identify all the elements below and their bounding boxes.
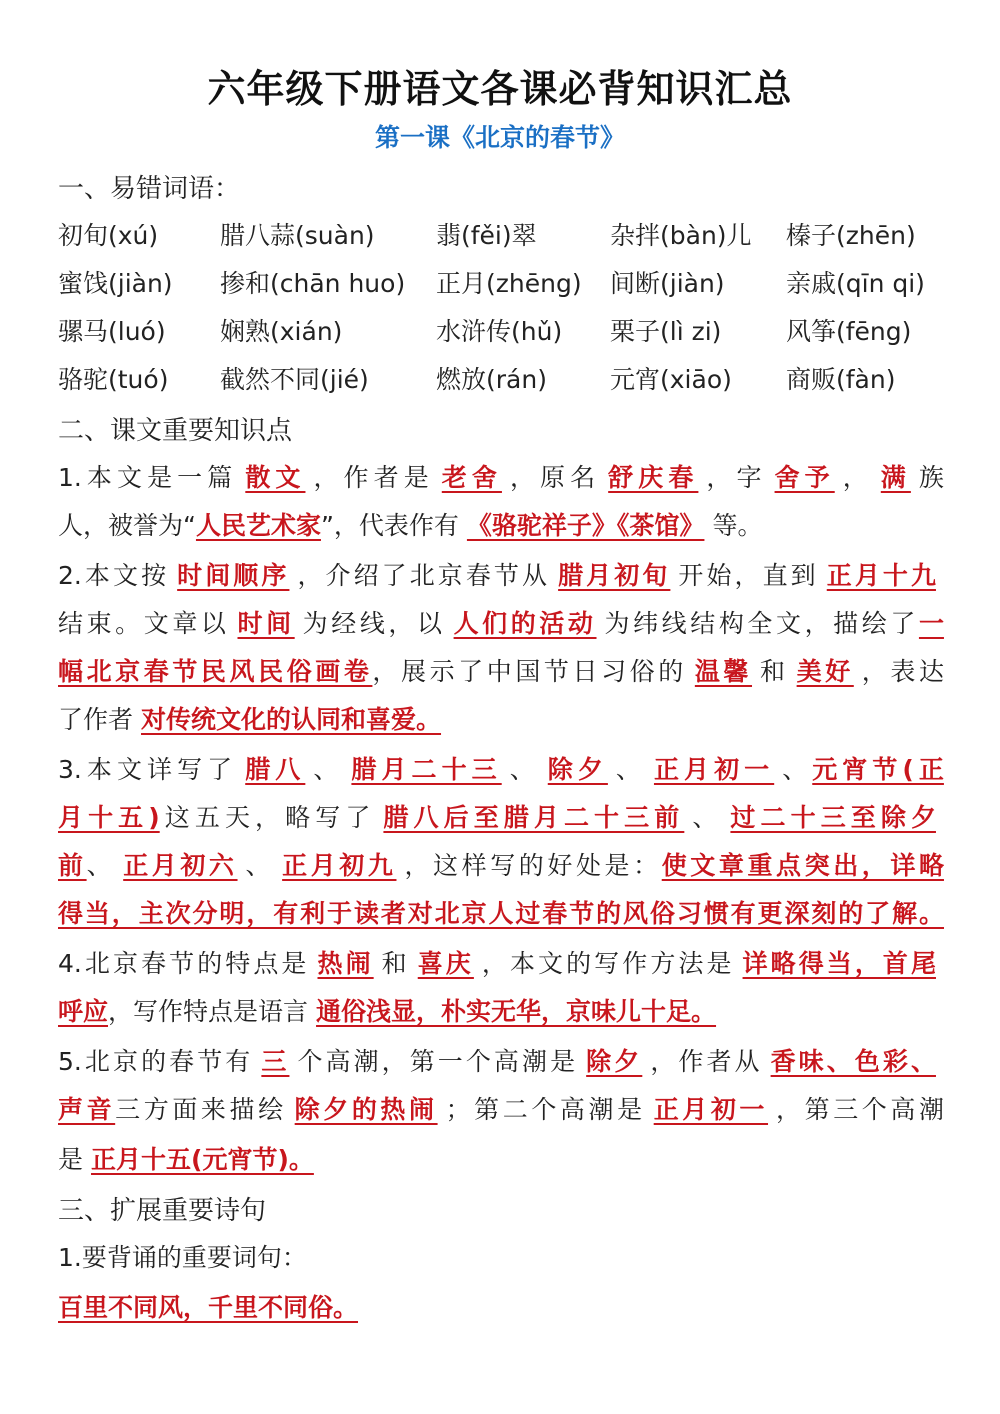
point5-line1 xyxy=(58,1042,944,1082)
page-title: 六年级下册语文各课必背知识汇总 xyxy=(207,67,793,111)
answer: 三 xyxy=(261,1047,290,1076)
text: 族 xyxy=(918,463,944,492)
answer: 人民艺术家 xyxy=(195,511,321,540)
point2-line4 xyxy=(58,700,944,740)
text: 结束。文章以 xyxy=(58,609,230,638)
vocab-word: 元宵(xiāo) xyxy=(610,365,732,394)
answer: 一 xyxy=(918,609,944,638)
section3-answer-line xyxy=(58,1288,944,1328)
text: 、 xyxy=(615,755,646,784)
point3-line2 xyxy=(58,798,944,838)
vocab-word: 截然不同(jié) xyxy=(220,365,369,394)
vocab-word: 榛子(zhēn) xyxy=(786,221,916,250)
answer: 呼应 xyxy=(58,997,109,1026)
point3-line3 xyxy=(58,846,944,886)
point2-line2 xyxy=(58,604,944,644)
answer: 得当，主次分明，有利于读者对北京人过春节的风俗习惯有更深刻的了解。 xyxy=(58,899,944,928)
answer: 舒庆春 xyxy=(608,463,699,492)
answer: 正月十五(元宵节)。 xyxy=(91,1145,314,1174)
answer: 喜庆 xyxy=(417,949,474,978)
point5-line2 xyxy=(58,1090,944,1130)
point2-line1 xyxy=(58,556,944,596)
text: 、 xyxy=(245,851,275,880)
text: 5.北京的春节有 xyxy=(58,1047,254,1076)
answer: 香味、色彩、 xyxy=(770,1047,936,1076)
lesson-subtitle: 第一课《北京的春节》 xyxy=(374,123,625,152)
vocab-word: 风筝(fēng) xyxy=(786,317,912,346)
text: 等。 xyxy=(712,511,763,540)
answer: 时间 xyxy=(237,609,295,638)
answer: 使文章重点突出，详略 xyxy=(661,851,944,880)
answer: 时间顺序 xyxy=(177,561,290,590)
vocab-word: 亲戚(qīn qi) xyxy=(786,269,925,298)
vocab-word: 商贩(fàn) xyxy=(786,365,896,394)
answer: 幅北京春节民风民俗画卷 xyxy=(58,657,373,686)
vocab-word: 骡马(luó) xyxy=(58,317,166,346)
text: ，作者从 xyxy=(650,1047,763,1076)
answer: 腊八 xyxy=(245,755,306,784)
vocab-word: 正月(zhēng) xyxy=(436,269,582,298)
text: ；第二个高潮是 xyxy=(445,1095,646,1124)
answer: 正月初一 xyxy=(653,755,775,784)
section2-heading: 二、课文重要知识点 xyxy=(58,416,293,446)
text: ，这样写的好处是： xyxy=(404,851,662,880)
answer: 散文 xyxy=(245,463,306,492)
section3-item1: 1.要背诵的重要词句： xyxy=(58,1243,307,1272)
vocab-word: 初旬(xú) xyxy=(58,221,159,250)
text: 是 xyxy=(58,1145,84,1174)
text: 4.北京春节的特点是 xyxy=(58,949,310,978)
text: ，作者是 xyxy=(313,463,434,492)
answer: 正月初六 xyxy=(123,851,238,880)
point1-line1 xyxy=(58,458,944,498)
vocab-word: 燃放(rán) xyxy=(436,365,547,394)
point1-line2 xyxy=(58,506,944,546)
point3-line1 xyxy=(58,750,944,790)
text: 开始，直到 xyxy=(678,561,819,590)
answer: 声音 xyxy=(58,1095,116,1124)
text: ，写作特点是语言 xyxy=(108,997,309,1026)
answer: 除夕 xyxy=(547,755,608,784)
answer: 温馨 xyxy=(694,657,753,686)
answer: 腊月二十三 xyxy=(351,755,502,784)
text: 、 xyxy=(313,755,344,784)
text: 这五天，略写了 xyxy=(159,803,376,832)
answer: 通俗浅显，朴实无华，京味儿十足。 xyxy=(316,997,717,1026)
text: ，本文的写作方法是 xyxy=(481,949,735,978)
section3-heading: 三、扩展重要诗句 xyxy=(58,1196,267,1226)
answer: 前 xyxy=(58,851,87,880)
text: ，字 xyxy=(706,463,767,492)
answer: 舍予 xyxy=(774,463,835,492)
vocab-row xyxy=(58,216,958,252)
vocab-word: 间断(jiàn) xyxy=(610,269,725,298)
answer: 月十五) xyxy=(58,803,160,832)
vocab-word: 栗子(lì zi) xyxy=(610,317,722,346)
answer: 腊月初旬 xyxy=(558,561,671,590)
answer: 腊八后至腊月二十三前 xyxy=(383,803,685,832)
text: 为经线，以 xyxy=(302,609,446,638)
answer: 除夕的热闹 xyxy=(294,1095,438,1124)
vocab-word: 翡(fěi)翠 xyxy=(436,221,537,250)
text: 和 xyxy=(381,949,410,978)
vocab-word: 杂拌(bàn)儿 xyxy=(610,221,752,250)
text: ， xyxy=(842,463,873,492)
text: 三方面来描绘 xyxy=(115,1095,287,1124)
vocab-row xyxy=(58,264,958,300)
text: 2.本文按 xyxy=(58,561,170,590)
vocab-word: 掺和(chān huo) xyxy=(220,269,406,298)
answer: 正月初九 xyxy=(282,851,397,880)
answer: 对传统文化的认同和喜爱。 xyxy=(141,705,442,734)
answer: 百里不同风，千里不同俗。 xyxy=(58,1293,359,1322)
text: 、 xyxy=(782,755,813,784)
answer: 美好 xyxy=(796,657,854,686)
point4-line1 xyxy=(58,944,944,984)
text: 、 xyxy=(86,851,116,880)
answer: 满 xyxy=(880,463,911,492)
text: 、 xyxy=(509,755,540,784)
answer: 正月十九 xyxy=(826,561,936,590)
answer: 正月初一 xyxy=(653,1095,769,1124)
answer: 热闹 xyxy=(317,949,374,978)
text: ，介绍了北京春节从 xyxy=(297,561,551,590)
answer: 《骆驼祥子》《茶馆》 xyxy=(466,511,705,540)
text: ，第三个高潮 xyxy=(776,1095,944,1124)
section1-heading: 一、易错词语： xyxy=(58,174,241,204)
text: 、 xyxy=(692,803,723,832)
point3-line4 xyxy=(58,894,944,934)
text: ，表达 xyxy=(861,657,944,686)
text: 1.本文是一篇 xyxy=(58,463,238,492)
vocab-row xyxy=(58,360,958,396)
text: ”，代表作有 xyxy=(320,511,459,540)
text: 为纬线结构全文，描绘了 xyxy=(604,609,919,638)
answer: 除夕 xyxy=(586,1047,643,1076)
point4-line2 xyxy=(58,992,944,1032)
vocab-row xyxy=(58,312,958,348)
point5-line3 xyxy=(58,1140,944,1180)
text: ，原名 xyxy=(509,463,601,492)
vocab-word: 蜜饯(jiàn) xyxy=(58,269,173,298)
text: 人，被誉为“ xyxy=(58,511,196,540)
vocab-word: 腊八蒜(suàn) xyxy=(220,221,375,250)
answer: 详略得当，首尾 xyxy=(742,949,936,978)
answer: 过二十三至除夕 xyxy=(730,803,936,832)
vocab-word: 骆驼(tuó) xyxy=(58,365,169,394)
answer: 人们的活动 xyxy=(453,609,597,638)
text: 了作者 xyxy=(58,705,134,734)
text: 3.本文详写了 xyxy=(58,755,238,784)
point2-line3 xyxy=(58,652,944,692)
answer: 元宵节(正 xyxy=(812,755,944,784)
text: ，展示了中国节日习俗的 xyxy=(372,657,687,686)
vocab-word: 水浒传(hǔ) xyxy=(436,317,563,346)
text: 和 xyxy=(760,657,789,686)
answer: 老舍 xyxy=(441,463,502,492)
vocab-word: 娴熟(xián) xyxy=(220,317,343,346)
text: 个高潮，第一个高潮是 xyxy=(297,1047,579,1076)
